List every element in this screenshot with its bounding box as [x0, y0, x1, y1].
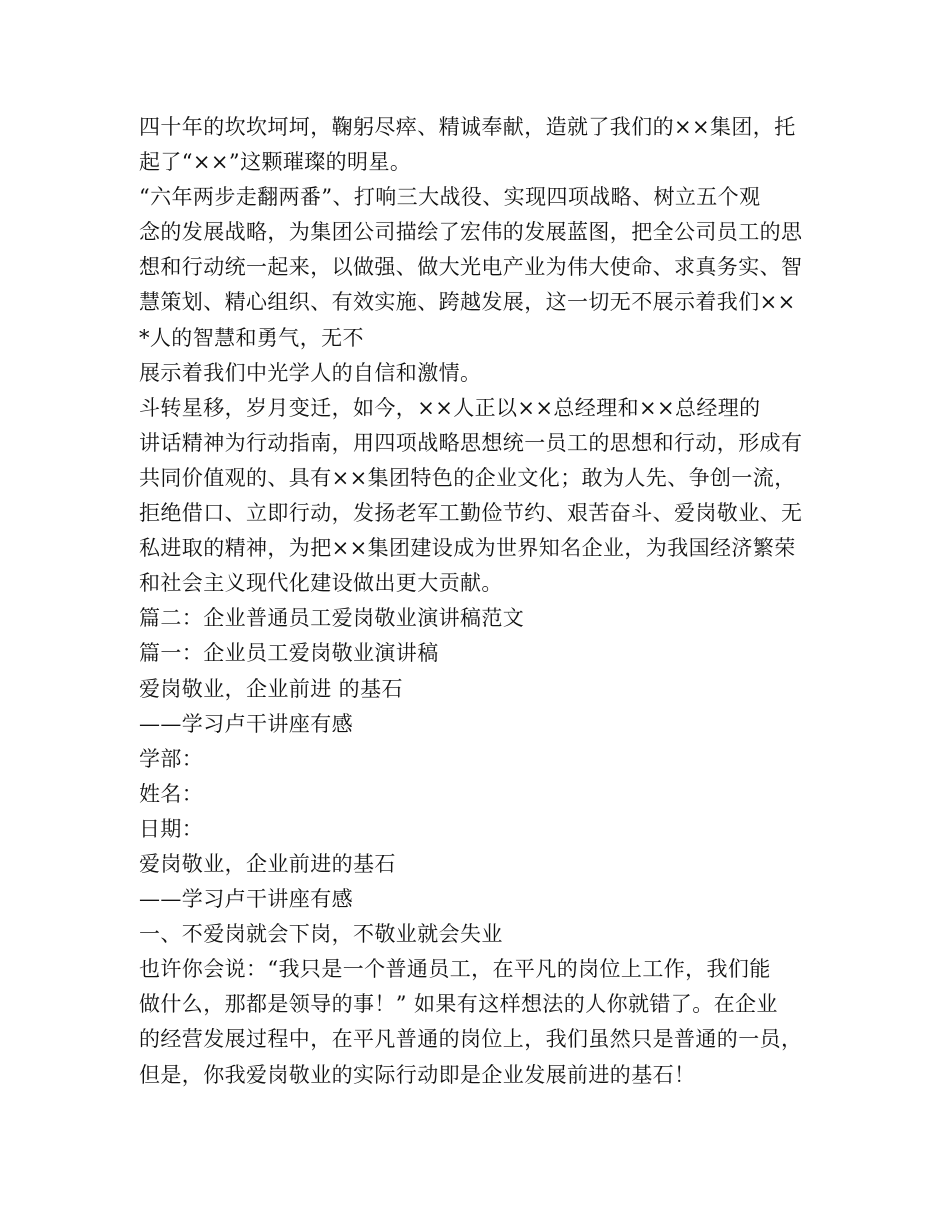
date-field: 日期：: [139, 816, 204, 841]
text-line: 做什么，那都是领导的事！” 如果有这样想法的人你就错了。在企业: [139, 992, 778, 1017]
text-line: 的经营发展过程中，在平凡普通的岗位上，我们虽然只是普通的一员，: [139, 1027, 803, 1052]
speech-subtitle-repeat: ——学习卢干讲座有感: [139, 887, 353, 912]
text-line: 共同价值观的、具有××集团特色的企业文化；敢为人先、争创一流，: [139, 465, 796, 490]
text-line: 念的发展战略，为集团公司描绘了宏伟的发展蓝图，把全公司员工的思: [139, 220, 803, 245]
speech-title: 爱岗敬业，企业前进 的基石: [139, 676, 403, 701]
text-line: 想和行动统一起来，以做强、做大光电产业为伟大使命、求真务实、智: [139, 255, 803, 280]
point-heading: 一、不爱岗就会下岗，不敬业就会失业: [139, 922, 503, 947]
text-line: 但是，你我爱岗敬业的实际行动即是企业发展前进的基石！: [139, 1062, 696, 1087]
text-line: 展示着我们中光学人的自信和激情。: [139, 360, 482, 385]
text-line: 私进取的精神，为把××集团建设成为世界知名企业，为我国经济繁荣: [139, 536, 796, 561]
document-body: [139, 110, 819, 1093]
name-field: 姓名：: [139, 781, 204, 806]
text-line: 拒绝借口、立即行动，发扬老军工勤俭节约、艰苦奋斗、爱岗敬业、无: [139, 501, 803, 526]
text-line: 慧策划、精心组织、有效实施、跨越发展，这一切无不展示着我们××: [139, 290, 796, 315]
text-line: 斗转星移，岁月变迁，如今，××人正以××总经理和××总经理的: [139, 395, 761, 420]
text-line: “六年两步走翻两番”、打响三大战役、实现四项战略、树立五个观: [139, 185, 761, 210]
section-heading: 篇二：企业普通员工爱岗敬业演讲稿范文: [139, 606, 525, 631]
text-line: 四十年的坎坎坷坷，鞠躬尽瘁、精诚奉献，造就了我们的××集团，托: [139, 115, 796, 139]
text-line: *人的智慧和勇气，无不: [139, 325, 364, 350]
text-line: 和社会主义现代化建设做出更大贡献。: [139, 571, 503, 596]
subsection-heading: 篇一：企业员工爱岗敬业演讲稿: [139, 641, 439, 666]
text-line: 也许你会说：“我只是一个普通员工，在平凡的岗位上工作，我们能: [139, 957, 771, 982]
speech-title-repeat: 爱岗敬业，企业前进的基石: [139, 851, 396, 876]
text-line: 讲话精神为行动指南，用四项战略思想统一员工的思想和行动，形成有: [139, 430, 803, 455]
department-field: 学部：: [139, 746, 204, 771]
text-line: 起了“××”这颗璀璨的明星。: [139, 150, 412, 175]
speech-subtitle: ——学习卢干讲座有感: [139, 711, 353, 736]
